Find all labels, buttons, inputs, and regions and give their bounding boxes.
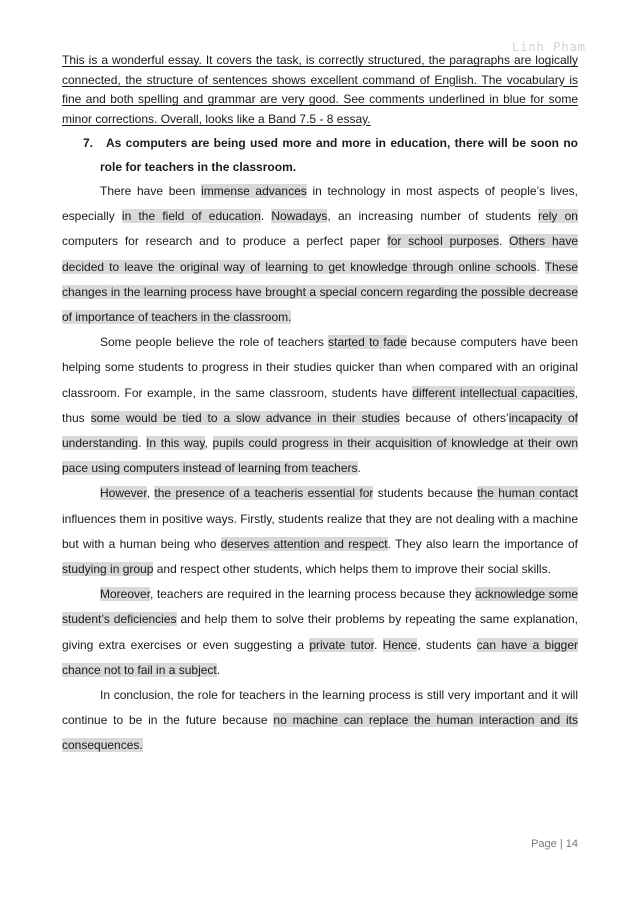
highlighted-phrase: for school purposes bbox=[387, 234, 500, 249]
highlighted-phrase: incapacity of understanding bbox=[62, 410, 578, 451]
highlighted-phrase: studying in group bbox=[62, 562, 154, 577]
paragraph-text: , an increasing number of students bbox=[327, 209, 539, 224]
paragraph-text: students because bbox=[373, 486, 478, 501]
highlighted-phrase: Moreover bbox=[100, 587, 151, 602]
essay-paragraph-5 bbox=[62, 683, 578, 759]
paragraph-text: . bbox=[536, 259, 545, 274]
highlighted-phrase: the presence of a teacheris essential for bbox=[154, 486, 374, 501]
essay-number: 7. bbox=[83, 136, 94, 150]
document-body bbox=[62, 51, 578, 759]
highlighted-phrase: the human contact bbox=[477, 486, 578, 501]
highlighted-phrase: can have a bigger chance not to fail in a subject bbox=[62, 637, 579, 677]
highlighted-phrase: immense advances bbox=[201, 184, 307, 198]
paragraph-text: In conclusion, the role for teachers in the learning process is still very important and it will continue to be in the future because bbox=[62, 688, 578, 728]
highlighted-phrase: in the field of education bbox=[121, 209, 261, 224]
highlighted-phrase: Others have decided to leave the original way of learning to get knowledge through online schools bbox=[62, 234, 578, 274]
paragraph-text: . They also learn the importance of bbox=[387, 536, 579, 551]
highlighted-phrase: no machine can replace the human interaction and its consequences. bbox=[62, 713, 579, 753]
highlighted-phrase: pupils could progress in their acquisition of knowledge at their own pace using computers instead of learning from teachers bbox=[62, 436, 578, 476]
paragraph-text: , bbox=[146, 486, 155, 501]
highlighted-phrase: In this way bbox=[146, 436, 205, 451]
highlighted-phrase: However bbox=[100, 486, 147, 501]
paragraph-text: . bbox=[260, 209, 272, 224]
paragraph-text: There have been bbox=[100, 184, 202, 198]
paragraph-text: . bbox=[374, 637, 383, 652]
highlighted-phrase: Hence bbox=[382, 637, 418, 652]
highlighted-phrase: These changes in the learning process have brought a special concern regarding the possible decrease of importance of teachers in the classroom. bbox=[62, 259, 579, 325]
paragraph-text: . bbox=[499, 234, 510, 249]
teacher-comment bbox=[62, 51, 578, 129]
essay-prompt bbox=[62, 131, 578, 179]
highlighted-phrase: different intellectual capacities bbox=[412, 385, 575, 400]
teacher-comment-text: This is a wonderful essay. It covers the task, is correctly structured, the paragraphs are logically connected, the structure of sentences shows excellent command of English. The vocabulary is fine and both spelling and grammar are very good. See comments underlined in blue for some minor corrections. Overall, looks like a Band 7.5 - 8 essay. bbox=[62, 53, 578, 126]
paragraph-text: because computers have been helping some students to progress in their studies quicker than when compared with an original classroom. For example, in the same classroom, students have bbox=[62, 335, 578, 400]
author-watermark: Linh Pham bbox=[511, 40, 586, 54]
paragraph-text: computers for research and to produce a perfect paper bbox=[62, 234, 388, 249]
highlighted-phrase: deserves attention and respect bbox=[220, 536, 388, 551]
paragraph-text: and help them to solve their problems by repeating the same explanation, giving extra exercises or even suggesting a bbox=[62, 612, 578, 652]
paragraph-text: Some people believe the role of teachers bbox=[100, 335, 329, 350]
highlighted-phrase: Nowadays bbox=[271, 209, 328, 224]
paragraph-text: because of others’ bbox=[399, 410, 509, 425]
essay-paragraphs bbox=[62, 179, 578, 759]
paragraph-text: . bbox=[357, 461, 361, 476]
page-number: Page | 14 bbox=[531, 838, 578, 850]
highlighted-phrase: rely on bbox=[538, 209, 578, 224]
highlighted-phrase: acknowledge some student’s deficiencies bbox=[62, 587, 579, 627]
paragraph-text: influences them in positive ways. Firstly, students realize that they are not dealing with a machine but with a human being who bbox=[62, 511, 578, 551]
paragraph-text: , bbox=[204, 436, 213, 451]
essay-paragraph-3 bbox=[62, 481, 578, 582]
essay-paragraph-4 bbox=[62, 582, 578, 683]
paragraph-text: , students bbox=[417, 637, 477, 652]
paragraph-text: in technology in most aspects of people’s lives, especially bbox=[62, 184, 578, 224]
highlighted-phrase: started to fade bbox=[328, 335, 407, 350]
paragraph-text: , teachers are required in the learning process because they bbox=[150, 587, 476, 602]
paragraph-text: . bbox=[138, 436, 147, 451]
paragraph-text: , thus bbox=[62, 385, 578, 425]
highlighted-phrase: some would be tied to a slow advance in their studies bbox=[90, 410, 400, 425]
paragraph-text: and respect other students, which helps them to improve their social skills. bbox=[153, 562, 551, 577]
essay-paragraph-2 bbox=[62, 330, 578, 481]
paragraph-text: . bbox=[216, 662, 221, 677]
essay-prompt-text: As computers are being used more and more in education, there will be soon no role for teachers in the classroom. bbox=[100, 136, 578, 174]
essay-paragraph-1 bbox=[62, 179, 578, 330]
highlighted-phrase: private tutor bbox=[309, 637, 374, 652]
